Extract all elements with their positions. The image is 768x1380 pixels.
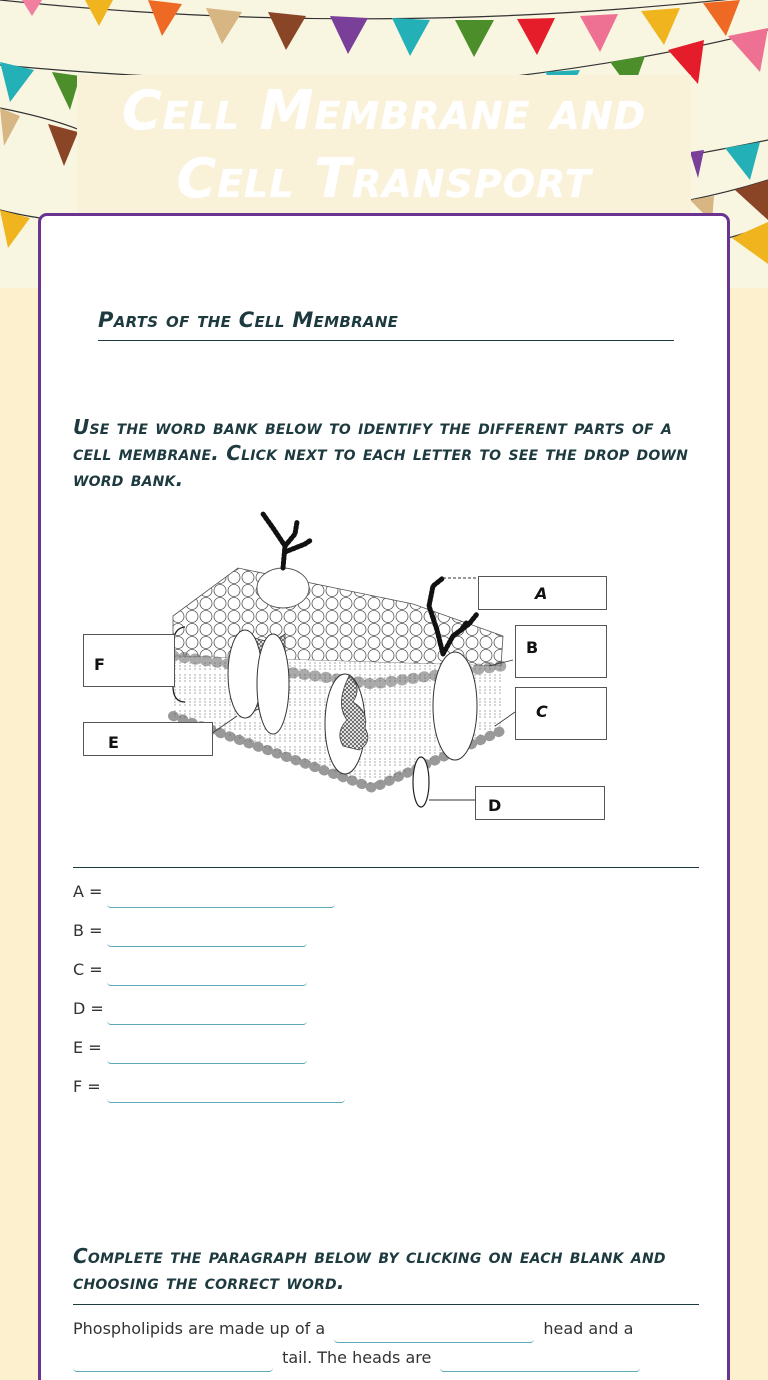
title-line-1: Cell Membrane and [121,79,647,142]
answer-dropdown-a[interactable] [107,886,335,908]
paragraph-text: head and a [543,1319,634,1338]
answer-row-e [73,1036,345,1075]
diagram-label-e: E [83,722,213,756]
answer-dropdown-b[interactable] [107,925,307,947]
divider [73,867,699,868]
diagram-label-f: F [83,634,175,687]
answer-row-b [73,919,345,958]
answer-dropdown-c[interactable] [107,964,307,986]
paragraph-text: Phospholipids are made up of a [73,1319,326,1338]
answer-row-d [73,997,345,1036]
paragraph-dropdown-3[interactable] [440,1352,640,1372]
title-line-2: Cell Transport [176,147,592,210]
title-box [77,75,691,215]
answer-label: D = [73,999,104,1018]
answer-row-a [73,880,345,919]
page-title [122,77,646,213]
instructions-text: Use the word bank below to identify the different parts of a cell membrane. Click next to each letter to see the drop down word bank. [73,415,689,491]
worksheet-card [38,213,730,1380]
diagram-label-b: B [515,625,607,678]
answer-row-f [73,1075,345,1114]
diagram-label-d: D [475,786,605,820]
answer-dropdown-e[interactable] [107,1042,307,1064]
answer-row-c [73,958,345,997]
answer-label: C = [73,960,103,979]
diagram-label-c: C [515,687,607,740]
fill-in-paragraph [73,1314,703,1372]
answer-label: E = [73,1038,102,1057]
answer-list [73,880,345,1114]
answer-label: A = [73,882,103,901]
paragraph-dropdown-1[interactable] [334,1323,534,1343]
answer-label: F = [73,1077,101,1096]
section-title-paragraph: Complete the paragraph below by clicking on each blank and choosing the correct word. [73,1244,666,1294]
paragraph-text: tail. The heads are [282,1348,432,1367]
answer-dropdown-d[interactable] [107,1003,307,1025]
section-title-parts: Parts of the Cell Membrane [98,308,674,341]
cell-membrane-diagram [73,506,603,816]
answer-dropdown-f[interactable] [107,1081,345,1103]
divider [73,1304,699,1305]
answer-label: B = [73,921,103,940]
paragraph-dropdown-2[interactable] [73,1352,273,1372]
diagram-label-a: A [478,576,607,610]
